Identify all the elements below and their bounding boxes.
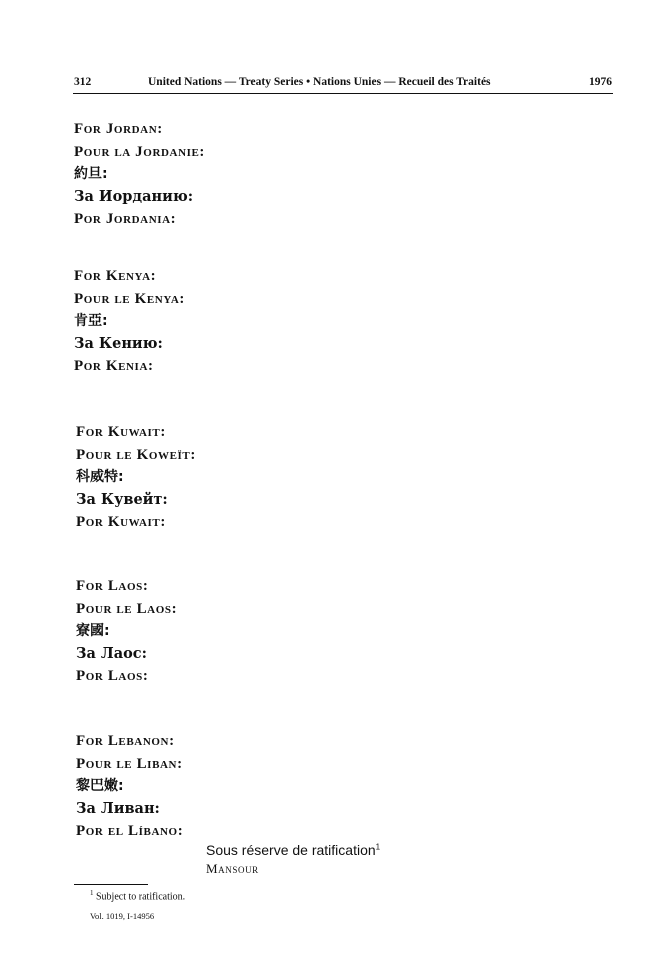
russian-label: За Лаос: — [76, 644, 147, 662]
french-label: Pour le Koweït: — [76, 446, 196, 463]
signature-block-jordan — [74, 118, 205, 231]
chinese-label: 黎巴嫩: — [76, 778, 124, 794]
chinese-label: 肯亞: — [74, 313, 108, 329]
english-label: For Lebanon: — [76, 733, 175, 749]
footnote-rule — [74, 884, 148, 885]
russian-label: За Кувейт: — [76, 490, 168, 508]
russian-label: За Кению: — [74, 334, 163, 352]
signature-block-lebanon — [76, 730, 183, 843]
english-label: For Laos: — [76, 578, 149, 594]
spanish-label: Por Kuwait: — [76, 514, 166, 530]
footnote — [90, 889, 185, 902]
volume-reference: Vol. 1019, I-14956 — [90, 911, 155, 921]
chinese-label: 寮國: — [76, 623, 110, 639]
french-label: Pour le Kenya: — [74, 290, 186, 307]
russian-label: За Иорданию: — [74, 187, 194, 205]
header-rule — [73, 93, 613, 94]
header-year: 1976 — [589, 76, 612, 88]
spanish-label: Por el Líbano: — [76, 823, 184, 839]
english-label: For Kenya: — [74, 268, 157, 284]
russian-label: За Ливан: — [76, 799, 160, 817]
reservation-note — [206, 842, 380, 858]
chinese-label: 約旦: — [74, 166, 108, 182]
footnote-text: Subject to ratification. — [96, 891, 186, 903]
signature-block-kuwait — [76, 421, 196, 534]
signer-name: Mansour — [206, 861, 259, 876]
page-number: 312 — [74, 76, 92, 88]
spanish-label: Por Jordania: — [74, 211, 177, 227]
french-label: Pour le Liban: — [76, 755, 183, 772]
reservation-text: Sous réserve de ratification — [206, 842, 376, 858]
running-header — [74, 76, 612, 94]
english-label: For Jordan: — [74, 121, 163, 137]
footnote-number: 1 — [90, 889, 94, 897]
french-label: Pour la Jordanie: — [74, 143, 206, 160]
spanish-label: Por Laos: — [76, 668, 149, 684]
signature-block-laos — [76, 575, 177, 688]
french-label: Pour le Laos: — [76, 600, 178, 617]
english-label: For Kuwait: — [76, 424, 166, 440]
spanish-label: Por Kenia: — [74, 358, 154, 374]
series-title: United Nations — Treaty Series • Nations Unies — Recueil des Traités — [148, 76, 491, 88]
chinese-label: 科威特: — [76, 469, 124, 485]
footnote-marker: 1 — [375, 842, 381, 852]
signature-block-kenya — [74, 265, 185, 378]
